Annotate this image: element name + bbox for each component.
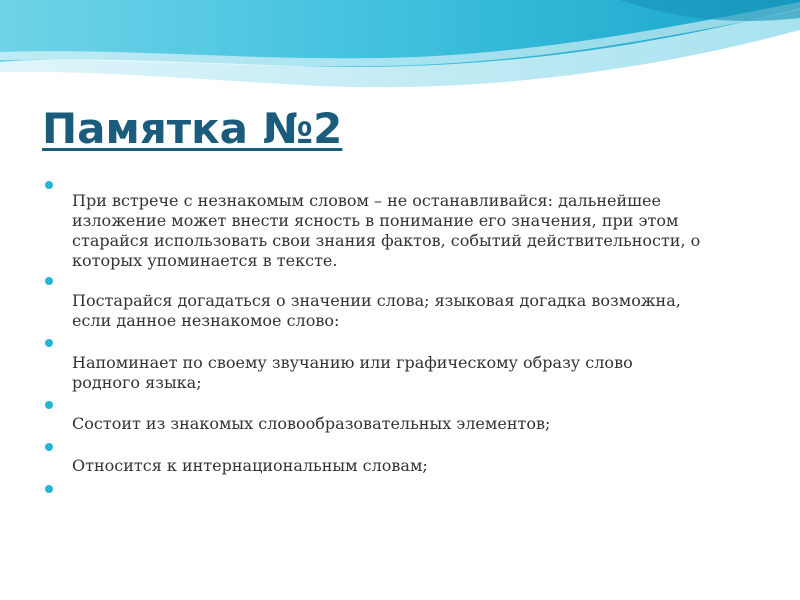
list-item-line: Напоминает по своему звучанию или графическому образу слово (72, 353, 633, 372)
list-item-line: если данное незнакомое слово: (72, 311, 340, 330)
list-item-line: которых упоминается в тексте. (72, 251, 338, 270)
list-item-line: изложение может внести ясность в понимание его значения, при этом (72, 211, 679, 230)
list-item-text (72, 291, 772, 331)
bullet-dot (45, 339, 53, 347)
list-item-line: родного языка; (72, 373, 202, 392)
bullet-dot (45, 277, 53, 285)
list-item-text (72, 353, 772, 393)
list-item-text (72, 456, 772, 476)
slide-title: Памятка №2 (42, 104, 343, 153)
bullet-dot (45, 401, 53, 409)
list-item-line: Состоит из знакомых словообразовательных элементов; (72, 414, 551, 433)
list-item-text (72, 414, 772, 434)
list-item-text (72, 191, 772, 271)
list-item-line: Относится к интернациональным словам; (72, 456, 428, 475)
bullet-dot (45, 181, 53, 189)
list-item-line: При встрече с незнакомым словом – не останавливайся: дальнейшее (72, 191, 661, 210)
bullet-dot (45, 485, 53, 493)
list-item-line: старайся использовать свои знания фактов, событий действительности, о (72, 231, 701, 250)
list-item-line: Постарайся догадаться о значении слова; языковая догадка возможна, (72, 291, 681, 310)
bullet-dot (45, 443, 53, 451)
